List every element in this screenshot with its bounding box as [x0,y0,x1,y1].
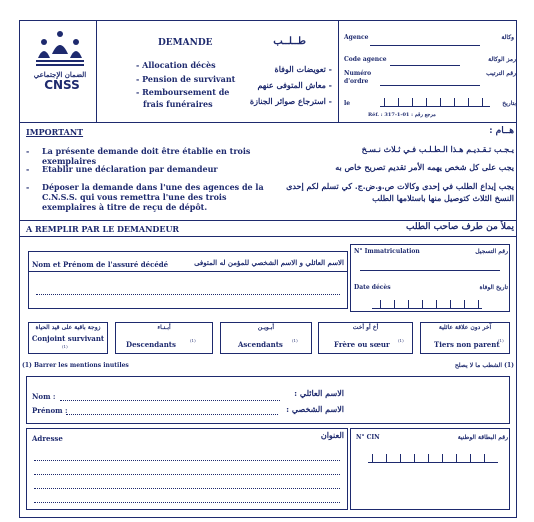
numero-ordre-field[interactable] [380,76,480,86]
logo-graphic-icon [30,30,90,70]
code-agence-ar: رمز الوكالة [488,56,516,63]
header-date-field[interactable] [380,106,490,107]
relation-tiers-fr: Tiers non parent [434,340,500,349]
cin-label: N° CIN [356,434,380,441]
insured-name-fr: Nom et Prénom de l'assuré décédé [32,260,169,269]
item-ar-0: - تعويضات الوفاة [274,64,332,74]
immat-label: N° Immatriculation [354,248,420,255]
nom-ar: الاسم العائلي : [294,388,344,398]
logo-arabic: الضمان الإجتماعي [33,70,87,79]
insured-name-field[interactable] [36,294,340,295]
relation-frere-soeur-ar: أخ أو أخت [352,324,379,331]
nom-label: Nom : [32,392,56,401]
immat-field[interactable] [360,270,500,271]
logo-text: CNSS [44,78,80,92]
note-ar: (1) الشطب ما لا يصلح [454,362,514,369]
important-ar-2: يجب إيداع الطلب في إحدى وكالات ص.و.ض.ج. كي تسلم لكم إحدى النسخ الثلاث كتوصيل منها باستلامها الطلب [286,181,514,203]
agence-label: Agence [344,34,369,41]
nom-field[interactable] [60,400,280,401]
deces-ar: تاريخ الوفاة [479,284,508,291]
address-line-3[interactable] [34,488,340,489]
important-ar-0: يـجـب تـقـديـم هـذا الـطـلـب فـي ثـلاث نـسـخ [361,144,514,154]
important-fr-2: Déposer la demande dans l'une des agences de la C.N.S.S. qui vous remettra l'une des trois exemplaires à titre de reçu de dépôt. [42,182,264,212]
cnss-logo [30,30,90,90]
cin-field[interactable] [368,462,498,463]
numero-ordre-ar: رقم الترتيب [486,70,516,77]
item-fr-0: - Allocation décès [136,60,216,70]
insured-name-ar: الاسم العائلي و الاسم الشخصي للمؤمن له المتوفى [194,258,344,267]
item-ar-1: - معاش المتوفى عنهم [257,80,332,90]
item-fr-3: frais funéraires [143,99,213,109]
code-agence-field[interactable] [390,54,460,66]
relation-frere-soeur-fr: Frère ou sœur [334,340,390,349]
address-line-2[interactable] [34,474,340,475]
section-title-fr: A REMPLIR PAR LE DEMANDEUR [26,224,180,234]
item-fr-1: - Pension de survivant [136,74,236,84]
adresse-label: Adresse [32,434,63,443]
address-line-4[interactable] [34,502,340,503]
immat-ar: رقم التسجيل [475,248,508,255]
agence-ar: وكالة [501,34,514,41]
relation-descendants-fr: Descendants [126,340,176,349]
important-fr-1: Etablir une déclaration par demandeur [42,164,218,174]
item-ar-2: - استرجاع صوائر الجنازة [249,96,332,106]
agence-field[interactable] [370,30,480,46]
note-fr: (1) Barrer les mentions inutiles [22,362,129,369]
adresse-ar: العنوان [320,430,344,440]
address-box [26,428,348,510]
numero-ordre-label: Numéro d'ordre [344,70,372,85]
important-fr-0: La présente demande doit être établie en trois exemplaires [42,146,251,166]
code-agence-label: Code agence [344,56,387,63]
relation-conjoint-fr: Conjoint survivant [31,334,105,343]
title-fr: DEMANDE [158,38,213,48]
important-ar-1: يجب على كل شخص يهمه الأمر تقديم تصريح خاص به [335,162,514,172]
section-title-ar: يملأ من طرف صاحب الطلب [406,222,514,232]
reference: Réf. : 317-1-01 : مرجع رقم [368,112,436,118]
prenom-label: Prénom : [32,406,68,415]
deces-label: Date décès [354,284,391,291]
date-ar: بتاريخ [502,100,516,107]
relation-ascendants-ar: أبـويـن [257,324,275,331]
important-title-ar: هــام : [489,126,514,136]
item-fr-2: - Remboursement de [136,87,230,97]
relation-conjoint-ar: زوجة باقية على قيد الحياة [35,324,101,331]
relation-ascendants-fr: Ascendants [238,340,283,349]
le-label: le [344,100,351,107]
prenom-ar: الاسم الشخصي : [286,404,344,414]
cin-ar: رقم البطاقة الوطنية [457,434,508,441]
relation-descendants-ar: أبـنـاء [157,324,171,331]
deces-date-field[interactable] [372,308,482,309]
relation-tiers-ar: آخر دون علاقة عائلية [438,324,492,331]
title-ar: طــلــب [273,36,306,47]
address-line-1[interactable] [34,460,340,461]
important-title: IMPORTANT [26,127,84,137]
prenom-field[interactable] [66,414,278,415]
